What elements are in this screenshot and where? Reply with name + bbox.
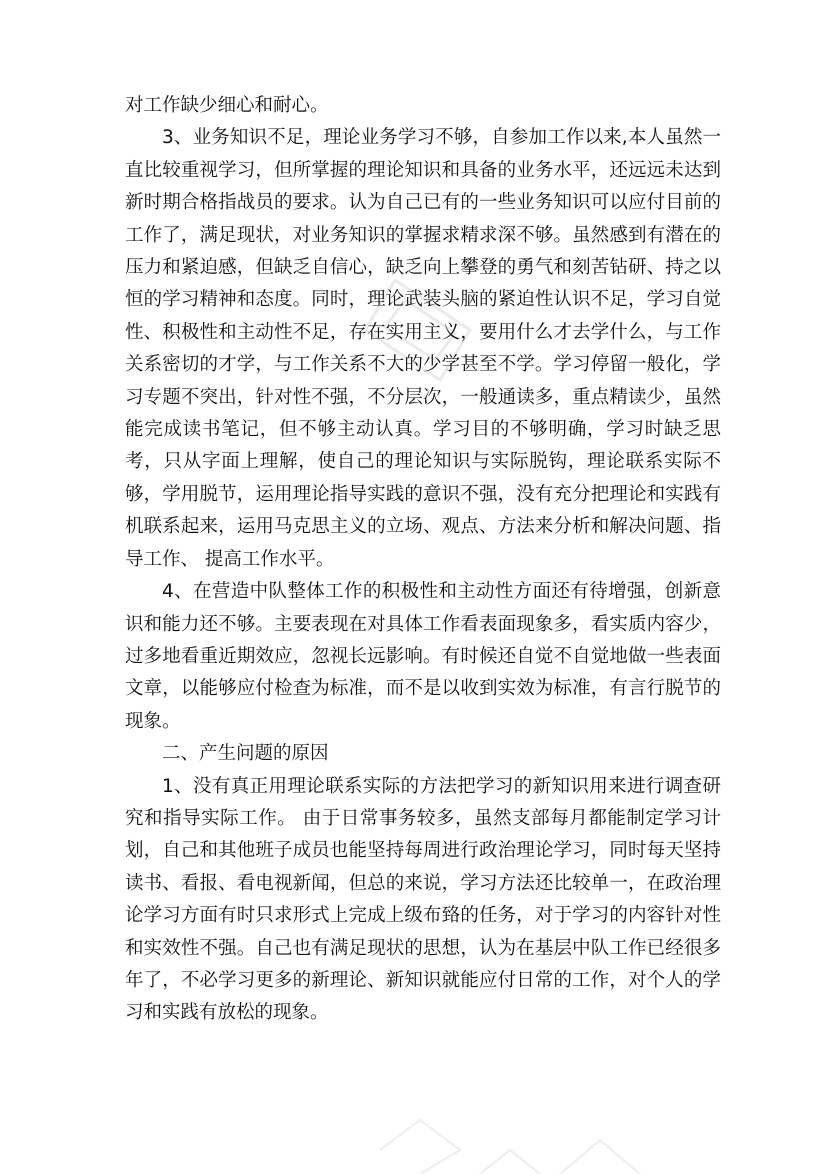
section-heading: 二、产生问题的原因 (162, 743, 329, 765)
paragraph-item-4: 4、在营造中队整体工作的积极性和主动性方面还有待增强，创新意识和能力还不够。主要表现在对具体工作看表面现象多，看实质内容少，过多地看重近期效应，忽视长远影响。有时候还自觉不自觉地做一些表面文章，以能够应付检查为标准，而不是以收到实效为标准，有言行脱节的现象。 (125, 581, 721, 732)
paragraph-cause-1: 1、没有真正用理论联系实际的方法把学习的新知识用来进行调查研究和指导实际工作。 由于日常事务较多，虽然支部每月都能制定学习计划，自己和其他班子成员也能坚持每周进行政治理论学习，同时每天坚持读书、看报、看电视新闻，但总的来说，学习方法还比较单一，在政治理论学习方面有时只求形式上完成上级布臵的任务，对于学习的内容针对性和实效性不强。自己也有满足现状的思想，认为在基层中队工作已经很多年了，不必学习更多的新理论、新知识就能应付日常的工作，对个人的学习和实践有放松的现象。 (125, 775, 721, 1024)
paragraph-continuation: 对工作缺少细心和耐心。 (125, 95, 329, 116)
document-body (125, 90, 721, 1030)
paragraph-item-3: 3、业务知识不足，理论业务学习不够，自参加工作以来,本人虽然一直比较重视学习，但所掌握的理论知识和具备的业务水平，还远远未达到新时期合格指战员的要求。认为自己已有的一些业务知识可以应付目前的工作了，满足现状，对业务知识的掌握求精求深不够。虽然感到有潜在的压力和紧迫感，但缺乏自信心，缺乏向上攀登的勇气和刻苦钻研、持之以恒的学习精神和态度。同时，理论武装头脑的紧迫性认识不足，学习自觉性、积极性和主动性不足，存在实用主义，要用什么才去学什么，与工作关系密切的才学，与工作关系不大的少学甚至不学。学习停留一般化，学习专题不突出，针对性不强，不分层次，一般通读多，重点精读少，虽然能完成读书笔记，但不够主动认真。学习目的不够明确，学习时缺乏思考，只从字面上理解，使自己的理论知识与实际脱钩，理论联系实际不够，学用脱节，运用理论指导实践的意识不强，没有充分把理论和实践有机联系起来，运用马克思主义的立场、观点、方法来分析和解决问题、指导工作、 提高工作水平。 (125, 127, 721, 570)
